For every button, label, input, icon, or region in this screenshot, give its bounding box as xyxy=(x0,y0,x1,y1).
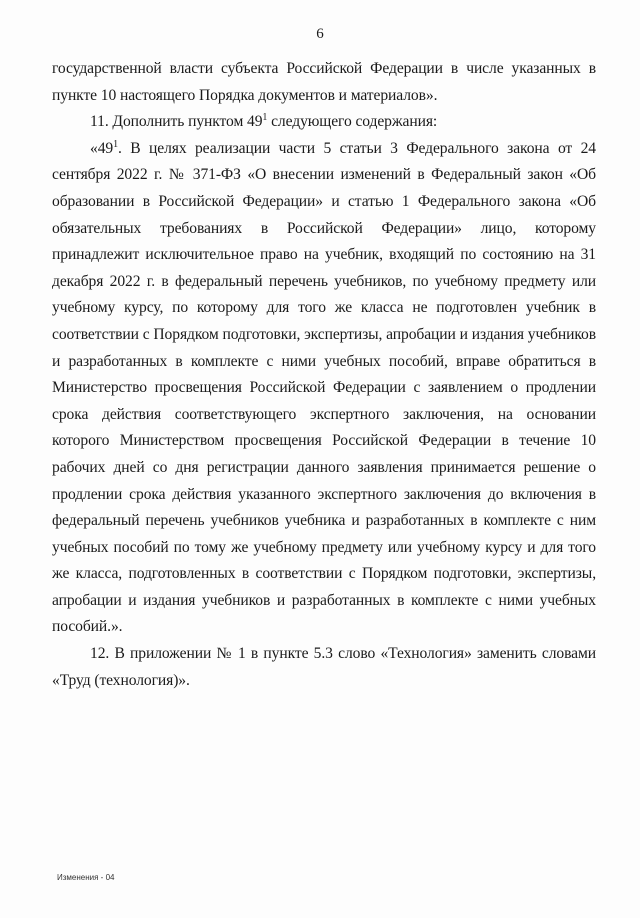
paragraph-item-49-1-text: . В целях реализации части 5 статьи 3 Федерального закона от 24 сентября 2022 г. № 371-ФЗ «О внесении изменений в Федеральный закон «Об образовании в Российской Федерации» и статью 1 Федерального закона «Об обязательных требованиях в Российской Федерации» лицо, которому принадлежит исключительное право на учебник, входящий по состоянию на 31 декабря 2022 г. в федеральный перечень учебников, по учебному предмету или учебному курсу, по которому для того же класса не подготовлен учебник в соответствии с Порядком подготовки, экспертизы, апробации и издания учебников и разработанных в комплекте с ними учебных пособий, вправе обратиться в Министерство просвещения Российской Федерации с заявлением о продлении срока действия соответствующего экспертного заключения, на основании которого Министерством просвещения Российской Федерации в течение 10 рабочих дней со дня регистрации данного заявления принимается решение о продлении срока действия указанного экспертного заключения до включения в федеральный перечень учебников учебника и разработанных в комплекте с ним учебных пособий по тому же учебному предмету или учебному курсу и для того же класса, подготовленных в соответствии с Порядком подготовки, экспертизы, апробации и издания учебников и разработанных в комплекте с ними учебных пособий.». xyxy=(52,139,596,636)
superscript-1: 1 xyxy=(113,138,118,150)
paragraph-item-11 xyxy=(52,109,596,136)
paragraph-continuation: государственной власти субъекта Российской Федерации в числе указанных в пункте 10 настоящего Порядка документов и материалов». xyxy=(52,60,596,104)
footer-label: Изменения - 04 xyxy=(57,873,115,882)
page-number: 6 xyxy=(316,26,324,42)
paragraph-item-49-1-number: «49 xyxy=(90,139,114,157)
paragraph-item-12: 12. В приложении № 1 в пункте 5.3 слово «Технология» заменить словами «Труд (технология)». xyxy=(52,645,596,689)
superscript-1: 1 xyxy=(262,112,268,123)
document-body xyxy=(52,56,596,694)
paragraph-item-49-1 xyxy=(52,136,596,641)
paragraph-item-11-tail: следующего содержания: xyxy=(267,113,438,131)
paragraph-item-11-text: 11. Дополнить пунктом 49 xyxy=(90,113,263,131)
